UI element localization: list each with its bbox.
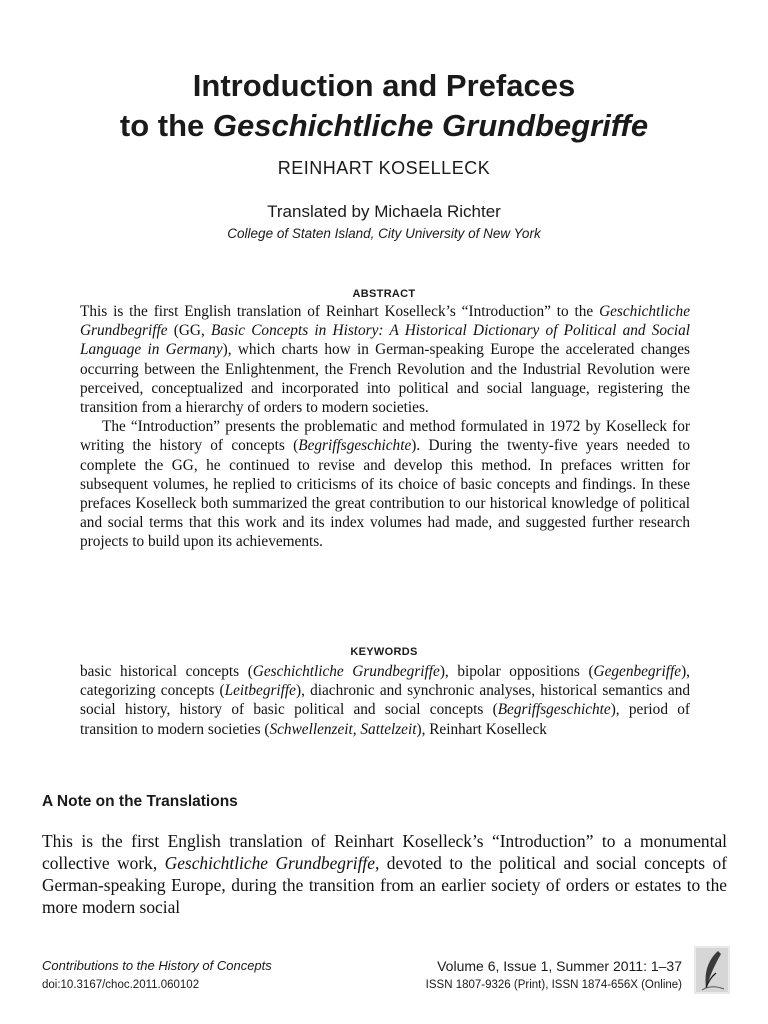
title-line-1: Introduction and Prefaces <box>192 68 576 103</box>
abstract-p1-italic-d: Basic Concepts in History: A Historical Dictionary of Political and Social Language in Germany <box>80 322 690 359</box>
keywords-italic-2: Gegenbegriffe <box>593 663 682 680</box>
keywords-text-3: ), categorizing concepts ( <box>80 663 690 700</box>
abstract-p2-text-a: The “Introduction” presents the problematic and method formulated in 1972 by Koselleck for writing the history of concepts ( <box>80 418 690 455</box>
footer-row-2 <box>42 979 682 995</box>
keywords-text-6: ), Reinhart Koselleck <box>416 720 547 738</box>
section-italic-1: Geschichtliche Grundbegriffe, <box>164 853 380 873</box>
abstract-p1-italic-b: Geschichtliche Grundbegriffe <box>80 303 690 340</box>
keywords-text-5: ), period of transition to modern societies ( <box>80 701 691 738</box>
issn: ISSN 1807-9326 (Print), ISSN 1874-656X (Online) <box>425 979 682 991</box>
keywords-italic-5: Schwellenzeit, Sattelzeit <box>269 720 417 738</box>
author-name: REINHART KOSELLECK <box>277 158 491 178</box>
abstract-p1-text-c: (GG, <box>167 322 212 340</box>
keywords-paragraph <box>80 662 690 739</box>
abstract-paragraph-2 <box>80 417 690 551</box>
abstract-p2-italic-b: Begriffsgeschichte <box>298 437 412 455</box>
section-text-2: devoted to the political and social concepts of German-speaking Europe, during the transition from an earlier society of orders or estates to the more modern social <box>42 853 727 917</box>
abstract-body <box>80 302 690 552</box>
abstract-p1-text-a: This is the first English translation of Reinhart Koselleck’s “Introduction” to the <box>80 303 600 320</box>
keywords-italic-1: Geschichtliche Grundbegriffe <box>252 663 440 680</box>
keywords-text-4: ), diachronic and synchronic analyses, historical semantics and social history, history of basic political and social concepts ( <box>80 682 690 719</box>
doi: doi:10.3167/choc.2011.060102 <box>42 979 200 991</box>
journal-name: Contributions to the History of Concepts <box>42 958 272 973</box>
abstract-p2-text-c: ). During the twenty-five years needed to complete the GG, he continued to revise and develop this method. In prefaces written for subsequent volumes, he replied to criticisms of its choice of basic concepts and findings. In these prefaces Koselleck both summarized the great contribution to our historical knowledge of political and social terms that this work and its index volumes had made, and suggested further research projects to build upon its achievements. <box>80 437 691 551</box>
abstract-p1-text-e: ), which charts how in German-speaking Europe the accelerated changes occurring between the Enlightenment, the French Revolution and the Industrial Revolution were perceived, conceptualized and incorporated into political and social language, registering the transition from a hierarchy of orders to modern societies. <box>80 341 690 417</box>
keywords-italic-3: Leitbegriffe <box>224 682 296 700</box>
keywords-body <box>80 662 690 739</box>
title-line-2 <box>0 106 768 146</box>
section-text-1: This is the first English translation of Reinhart Koselleck’s “Introduction” to a monumental collective work, <box>42 831 727 873</box>
quill-pen-logo-icon <box>694 946 730 994</box>
section-body <box>42 830 727 918</box>
keywords-heading: KEYWORDS <box>350 646 418 658</box>
abstract-heading: ABSTRACT <box>352 288 416 300</box>
keywords-italic-4: Begriffsgeschichte <box>497 701 611 719</box>
translator-affiliation: College of Staten Island, City University of New York <box>227 226 541 241</box>
abstract-paragraph-1 <box>80 302 690 417</box>
title-line-2-prefix: to the <box>119 108 213 143</box>
title-line-2-italic: Geschichtliche Grundbegriffe <box>212 108 649 143</box>
keywords-text-2: ), bipolar oppositions ( <box>439 663 594 680</box>
volume-issue: Volume 6, Issue 1, Summer 2011: 1–37 <box>437 958 682 974</box>
footer-row-1 <box>42 958 682 976</box>
section-heading: A Note on the Translations <box>42 793 238 810</box>
keywords-text-1: basic historical concepts ( <box>80 663 253 680</box>
translator-credit: Translated by Michaela Richter <box>267 202 501 221</box>
article-title <box>0 66 768 146</box>
section-paragraph-1 <box>42 830 727 918</box>
